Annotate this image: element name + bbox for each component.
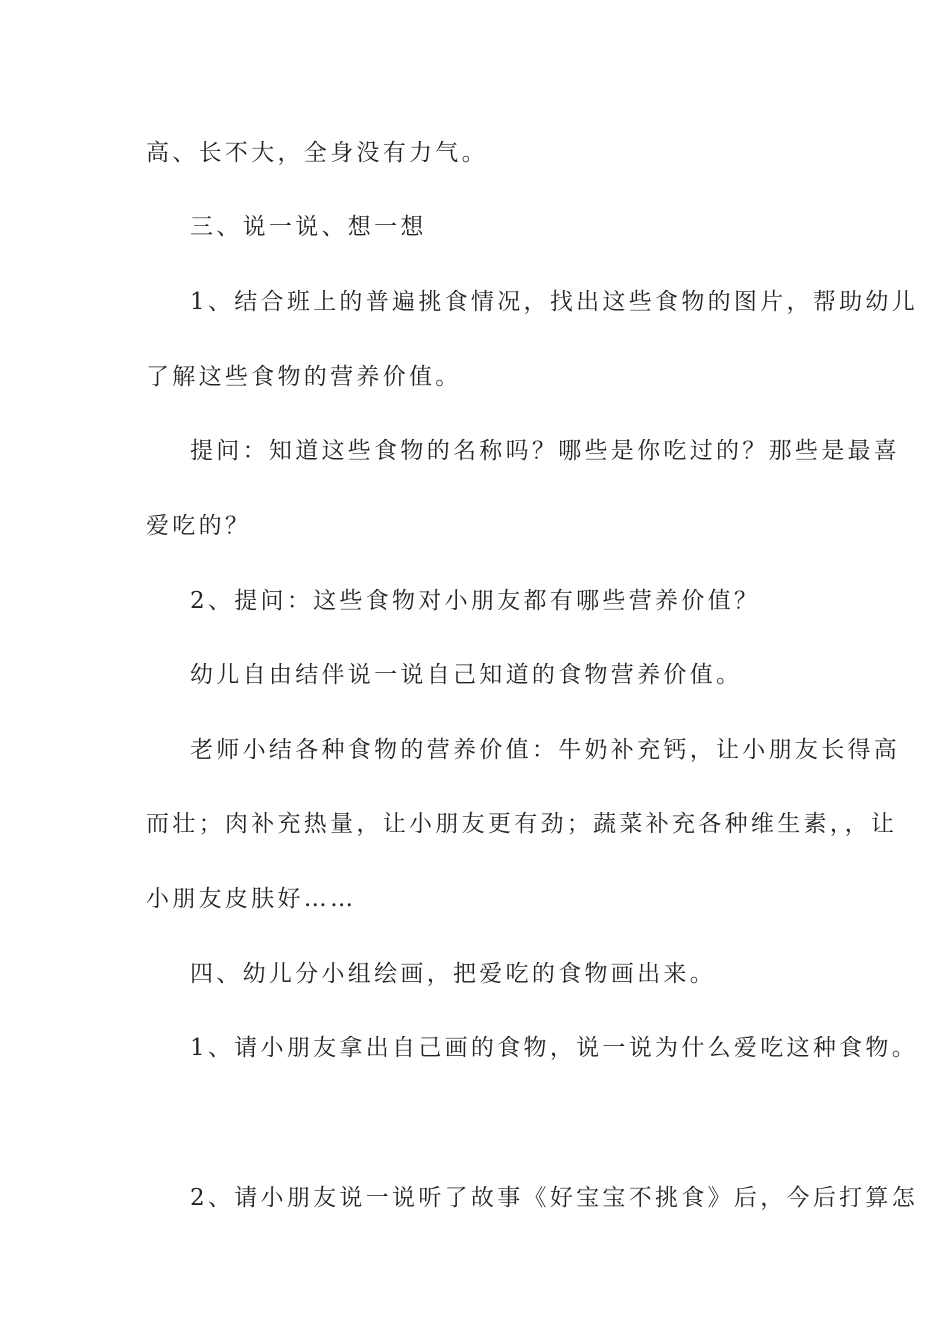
section-heading: 四、幼儿分小组绘画，把爱吃的食物画出来。 (190, 961, 716, 987)
text-line: 幼儿自由结伴说一说自己知道的食物营养价值。 (190, 662, 743, 688)
text-line: 而壮；肉补充热量，让小朋友更有劲；蔬菜补充各种维生素，，让 (146, 811, 898, 837)
text-line: 提问：知道这些食物的名称吗？哪些是你吃过的？那些是最喜 (190, 438, 901, 464)
text-line: 1、结合班上的普遍挑食情况，找出这些食物的图片，帮助幼儿 (190, 289, 919, 315)
text-line: 1、请小朋友拿出自己画的食物，说一说为什么爱吃这种食物。 (190, 1035, 919, 1061)
text-line: 小朋友皮肤好…… (146, 886, 357, 912)
section-heading: 三、说一说、想一想 (190, 214, 427, 240)
text-line: 高、长不大，全身没有力气。 (146, 140, 488, 166)
text-line: 老师小结各种食物的营养价值：牛奶补充钙，让小朋友长得高 (190, 737, 901, 763)
text-line: 了解这些食物的营养价值。 (146, 364, 462, 390)
text-line: 2、请小朋友说一说听了故事《好宝宝不挑食》后，今后打算怎 (190, 1185, 919, 1211)
text-line: 2、提问：这些食物对小朋友都有哪些营养价值？ (190, 588, 761, 614)
text-line: 爱吃的？ (146, 513, 252, 539)
